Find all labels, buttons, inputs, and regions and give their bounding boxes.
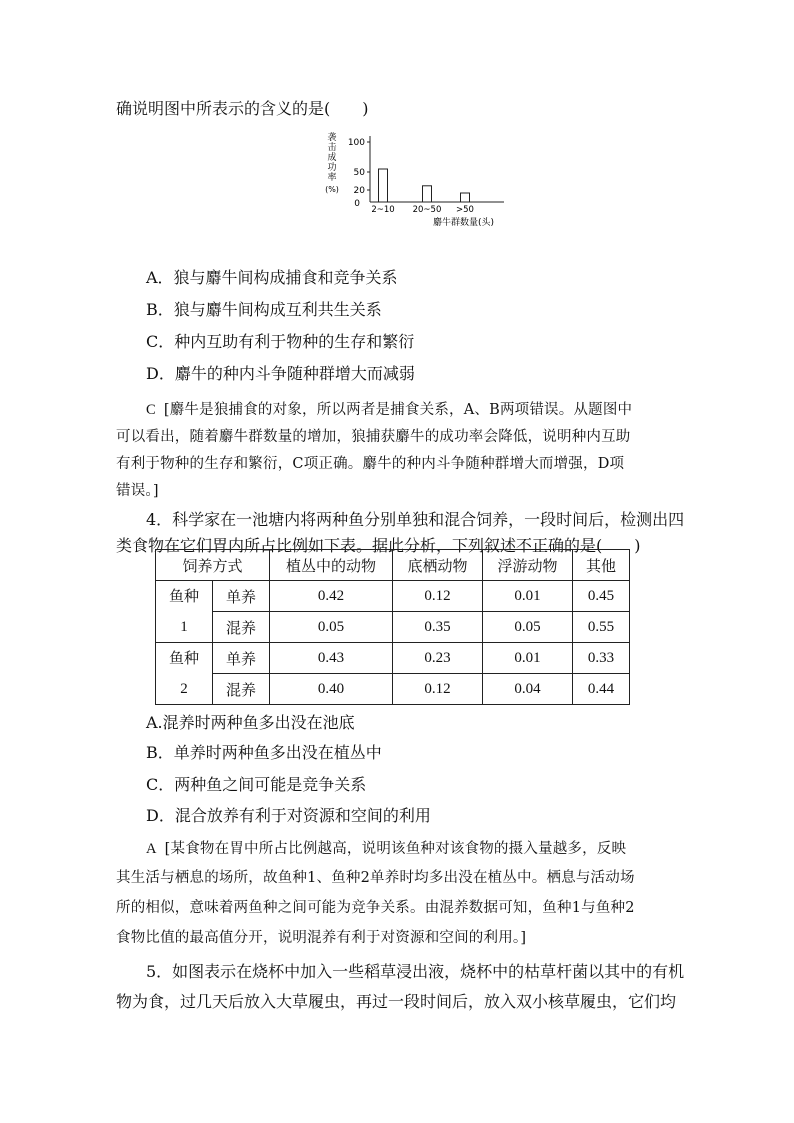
table-row: [156, 643, 630, 674]
chart-ylabel-char: 成: [327, 153, 337, 163]
mode-cell: 单养: [213, 643, 270, 674]
value-cell: 0.01: [483, 643, 573, 674]
q4-option-c: C．两种鱼之间可能是竞争关系: [146, 775, 367, 794]
q4-option-d: D．混合放养有利于对资源和空间的利用: [146, 806, 431, 825]
y-tick-label: 100: [347, 138, 365, 148]
header-plankton: 浮游动物: [483, 550, 573, 581]
q3-stem: 确说明图中所表示的含义的是( ): [116, 99, 369, 118]
value-cell: 0.40: [270, 674, 393, 705]
q3-option-d: D．麝牛的种内斗争随种群增大而减弱: [146, 364, 415, 383]
value-cell: 0.01: [483, 581, 573, 612]
header-feeding-mode: 饲养方式: [156, 550, 270, 581]
q5-stem-line-1: 5．如图表示在烧杯中加入一些稻草浸出液，烧杯中的枯草杆菌以其中的有机: [146, 962, 685, 981]
y-tick-label: 50: [353, 168, 365, 178]
table-row: [156, 581, 630, 612]
q3-option-c: C．种内互助有利于物种的生存和繁衍: [146, 332, 415, 351]
q4-answer-line-2: 其生活与栖息的场所，故鱼种1、鱼种2单养时均多出没在植丛中。栖息与活动场: [116, 870, 635, 886]
bar-3: [461, 193, 470, 202]
fish-label-1: 鱼种 1: [156, 581, 213, 643]
value-cell: 0.12: [393, 674, 483, 705]
attack-success-chart: [318, 128, 508, 232]
value-cell: 0.05: [270, 612, 393, 643]
value-cell: 0.44: [573, 674, 630, 705]
x-tick-label: 2~10: [371, 205, 395, 215]
value-cell: 0.45: [573, 581, 630, 612]
value-cell: 0.43: [270, 643, 393, 674]
table-header-row: [156, 550, 630, 581]
q3-option-a: A．狼与麝牛间构成捕食和竞争关系: [146, 268, 398, 287]
value-cell: 0.04: [483, 674, 573, 705]
bar-2: [423, 186, 432, 202]
q4-answer-letter: A: [146, 841, 157, 857]
chart-ylabel-unit: (%): [325, 185, 339, 194]
mode-cell: 混养: [213, 612, 270, 643]
q3-answer-line-4: 错误。]: [116, 483, 159, 499]
chart-ylabel-char: 袭: [327, 133, 337, 143]
q3-answer-line-3: 有利于物种的生存和繁衍，C项正确。麝牛的种内斗争随种群增大而增强，D项: [116, 456, 625, 472]
q4-option-a: A.混养时两种鱼多出没在池底: [146, 713, 355, 732]
q4-answer-line-4: 食物比值的最高值分开，说明混养有利于对资源和空间的利用。]: [116, 930, 527, 946]
chart-ylabel: [325, 131, 339, 194]
q4-option-b: B．单养时两种鱼多出没在植丛中: [146, 743, 382, 762]
q3-answer-line-2: 可以看出，随着麝牛群数量的增加，狼捕获麝牛的成功率会降低，说明种内互助: [116, 429, 631, 445]
q3-answer-line-1: C [麝牛是狼捕食的对象，所以两者是捕食关系，A、B两项错误。从题图中: [146, 402, 633, 418]
y-tick-label: 20: [353, 186, 365, 196]
q4-stem-line-2: 类食物在它们胃内所占比例如下表。据此分析，下列叙述不正确的是( ): [116, 536, 641, 555]
x-tick-label: 20~50: [412, 205, 442, 215]
bar-1: [379, 169, 388, 202]
mode-cell: 单养: [213, 581, 270, 612]
chart-ylabel-char: 功: [327, 163, 337, 173]
value-cell: 0.23: [393, 643, 483, 674]
y-tick-label: 0: [354, 199, 360, 209]
value-cell: 0.42: [270, 581, 393, 612]
value-cell: 0.55: [573, 612, 630, 643]
header-plant-animals: 植丛中的动物: [270, 550, 393, 581]
q3-option-b: B．狼与麝牛间构成互利共生关系: [146, 300, 382, 319]
value-cell: 0.35: [393, 612, 483, 643]
q4-stem-line-1: 4．科学家在一池塘内将两种鱼分别单独和混合饲养，一段时间后，检测出四: [146, 510, 685, 529]
x-tick-label: >50: [456, 205, 474, 215]
table-row: [156, 674, 630, 705]
q4-answer-line-3: 所的相似，意味着两鱼种之间可能为竞争关系。由混养数据可知，鱼种1与鱼种2: [116, 900, 635, 916]
fish-label-2: 鱼种 2: [156, 643, 213, 705]
chart-xlabel: 麝牛群数量(头): [432, 218, 494, 228]
table-row: [156, 612, 630, 643]
q3-answer-letter: C: [146, 402, 156, 418]
chart-ylabel-char: 率: [327, 173, 337, 183]
q5-stem-line-2: 物为食，过几天后放入大草履虫，再过一段时间后，放入双小核草履虫，它们均: [116, 992, 677, 1011]
value-cell: 0.05: [483, 612, 573, 643]
chart-ylabel-char: 击: [327, 143, 337, 153]
header-benthic: 底栖动物: [393, 550, 483, 581]
value-cell: 0.12: [393, 581, 483, 612]
value-cell: 0.33: [573, 643, 630, 674]
q4-answer-line-1: A [某食物在胃中所占比例越高，说明该鱼种对该食物的摄入量越多，反映: [146, 841, 627, 857]
header-other: 其他: [573, 550, 630, 581]
diet-table: [155, 549, 630, 705]
mode-cell: 混养: [213, 674, 270, 705]
